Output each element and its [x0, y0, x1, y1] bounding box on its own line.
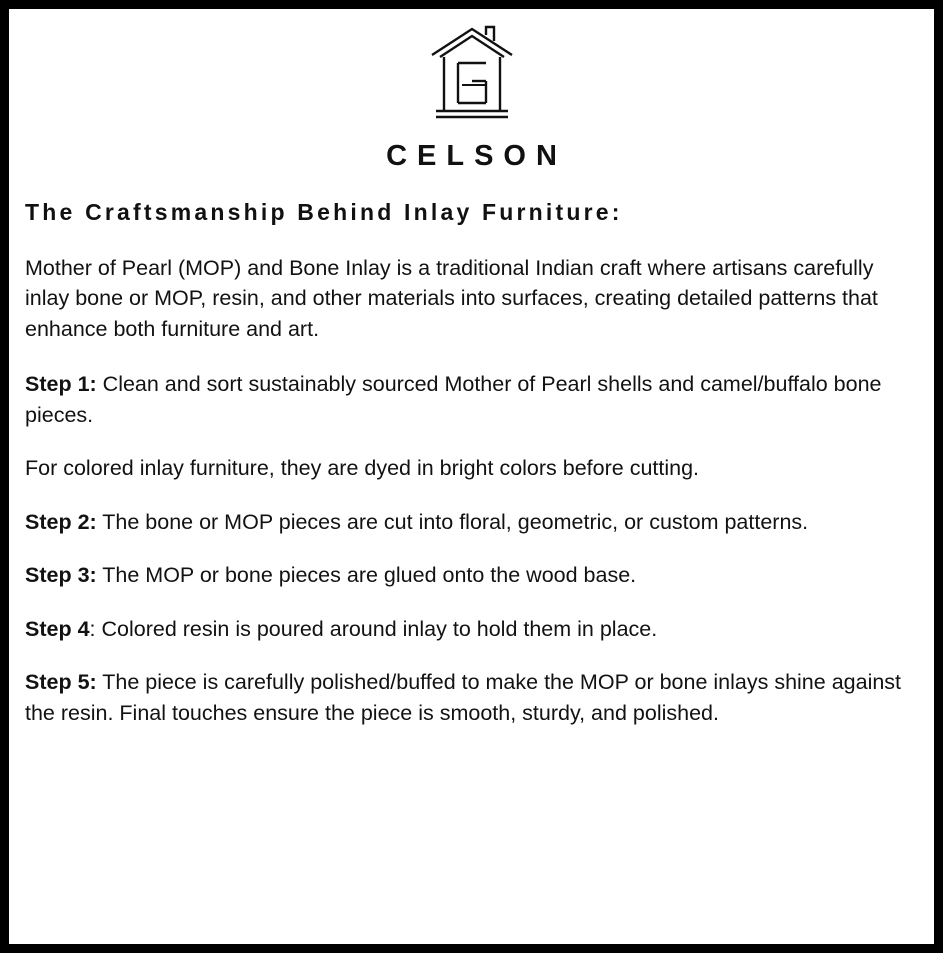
paragraph-step-5	[25, 667, 915, 728]
step-label: Step 5:	[25, 670, 97, 695]
house-with-c-monogram-icon	[25, 23, 918, 126]
paragraph-text: The piece is carefully polished/buffed to make the MOP or bone inlays shine against the resin. Final touches ensure the piece is smooth, sturdy, and polished.	[25, 670, 902, 725]
paragraph-colored-inlay-note	[25, 453, 915, 484]
paragraph-step-3	[25, 560, 915, 591]
brand-header	[25, 19, 918, 173]
paragraph-text: Clean and sort sustainably sourced Mother of Pearl shells and camel/buffalo bone pieces.	[25, 372, 882, 427]
paragraph-step-1	[25, 369, 915, 430]
paragraph-step-2	[25, 507, 915, 538]
paragraph-text: : Colored resin is poured around inlay to hold them in place.	[89, 616, 658, 641]
paragraph-text: For colored inlay furniture, they are dyed in bright colors before cutting.	[25, 456, 700, 481]
step-label: Step 3:	[25, 563, 97, 588]
page-title: The Craftsmanship Behind Inlay Furniture:	[25, 199, 623, 225]
paragraph-step-4	[25, 614, 915, 645]
brand-name: CELSON	[386, 140, 567, 172]
step-label: Step 1:	[25, 372, 97, 397]
step-label: Step 4	[25, 616, 90, 641]
step-label: Step 2:	[25, 509, 97, 534]
paragraph-text: The bone or MOP pieces are cut into floral, geometric, or custom patterns.	[96, 509, 809, 534]
document-body	[25, 253, 918, 729]
paragraph-text: The MOP or bone pieces are glued onto the wood base.	[96, 563, 637, 588]
paragraph-intro	[25, 253, 915, 345]
paragraph-text: Mother of Pearl (MOP) and Bone Inlay is a traditional Indian craft where artisans carefully inlay bone or MOP, resin, and other materials into surfaces, creating detailed patterns that enhance both furniture and art.	[25, 255, 878, 341]
